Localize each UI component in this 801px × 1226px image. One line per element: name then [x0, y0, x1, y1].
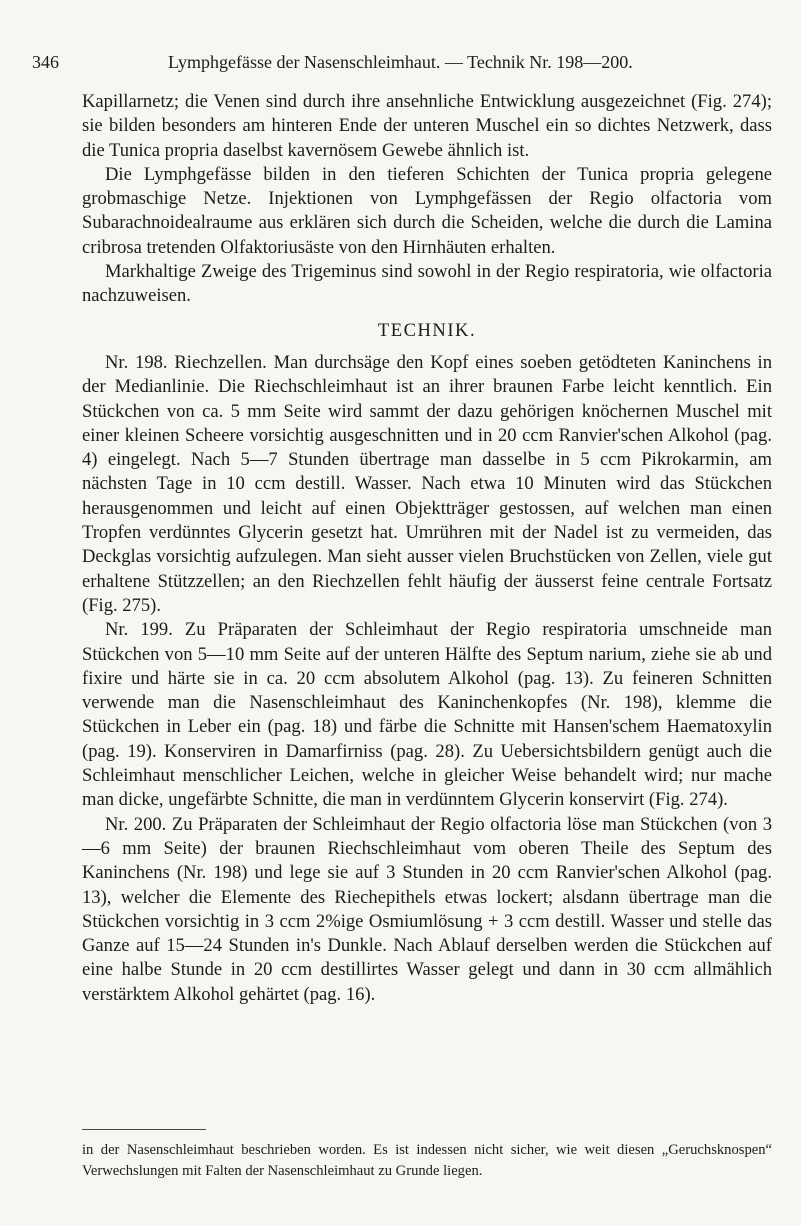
footnote-text: in der Nasenschleimhaut beschrieben worden. Es ist indessen nicht sicher, wie weit diesen „Geruchsknospen“ Verwechslungen mit Falten der Nasenschleimhaut zu Grunde liegen. — [82, 1142, 772, 1179]
running-title: Lymphgefässe der Nasenschleimhaut. — Technik Nr. 198—200. — [168, 52, 633, 72]
technik-nr-200: Nr. 200. Zu Präparaten der Schleimhaut der Regio olfactoria löse man Stückchen (von 3—6 mm Seite) der braunen Riechschleimhaut vom oberen Theile des Septum des Kaninchens (Nr. 198) und lege sie auf 3 Stunden in 20 ccm Ranvier'schen Alkohol (pag. 13), welcher die Elemente des Riechepithels etwas lockert; alsdann übertrage man die Stückchen vorsichtig in 3 ccm 2%ige Osmiumlösung + 3 ccm destill. Wasser und stelle das Ganze auf 15—24 Stunden in's Dunkle. Nach Ablauf derselben werden die Stückchen auf eine halbe Stunde in 20 ccm destillirtes Wasser gelegt und dann in 30 ccm allmählich verstärktem Alkohol gehärtet (pag. 16). — [82, 813, 772, 1005]
paragraph-lymph-vessels: Die Lymphgefässe bilden in den tieferen Schichten der Tunica propria gelegene grobmaschige Netze. Injektionen von Lymphgefässen der Regio olfactoria vom Subarachnoidealraume aus erklären sich durch die Scheiden, welche die durch die Lamina cribrosa tretenden Olfaktoriusäste von den Hirnhäuten erhalten. — [82, 163, 772, 258]
technik-nr-198: Nr. 198. Riechzellen. Man durchsäge den Kopf eines soeben getödteten Kaninchens in der Medianlinie. Die Riechschleimhaut ist an ihrer braunen Farbe leicht kenntlich. Ein Stückchen von ca. 5 mm Seite wird sammt der dazu gehörigen knöchernen Muschel mit einer kleinen Scheere vorsichtig ausgeschnitten und in 20 ccm Ranvier'schen Alkohol (pag. 4) eingelegt. Nach 5—7 Stunden übertrage man dasselbe in 5 ccm Pikrokarmin, am nächsten Tage in 10 ccm destill. Wasser. Nach etwa 10 Minuten wird das Stückchen herausgenommen und leicht auf einen Objektträger gestossen, auf welchen man einen Tropfen verdünntes Glycerin gesetzt hat. Umrühren mit der Nadel ist zu vermeiden, das Deckglas vorsichtig aufzulegen. Man sieht ausser vielen Bruchstücken von Zellen, viele gut erhaltene Stützzellen; an den Riechzellen fehlt häufig der äusserst feine centrale Fortsatz (Fig. 275). — [82, 351, 772, 616]
main-text — [82, 90, 772, 1007]
running-header — [32, 52, 772, 76]
footnote-rule — [82, 1129, 206, 1130]
paragraph-capillaries: Kapillarnetz; die Venen sind durch ihre ansehnliche Entwicklung ausgezeichnet (Fig. 274); sie bilden besonders am hinteren Ende der unteren Muschel ein so dichtes Netzwerk, dass die Tunica propria daselbst kavernösem Gewebe ähnlich ist. — [82, 91, 772, 161]
technik-nr-199: Nr. 199. Zu Präparaten der Schleimhaut der Regio respiratoria umschneide man Stückchen von 5—10 mm Seite auf der unteren Hälfte des Septum narium, ziehe sie ab und fixire und härte sie in ca. 20 ccm absolutem Alkohol (pag. 13). Zu feineren Schnitten verwende man die Nasenschleimhaut des Kaninchenkopfes (Nr. 198), klemme die Stückchen in Leber ein (pag. 18) und färbe die Schnitte mit Hansen'schem Haematoxylin (pag. 19). Konserviren in Damarfirniss (pag. 28). Zu Uebersichtsbildern genügt auch die Schleimhaut menschlicher Leichen, welche in gleicher Weise behandelt wird; nur mache man dicke, ungefärbte Schnitte, die man in verdünntem Glycerin konservirt (Fig. 274). — [82, 619, 772, 811]
page-number: 346 — [32, 52, 59, 72]
paragraph-nerves: Markhaltige Zweige des Trigeminus sind sowohl in der Regio respiratoria, wie olfactoria nachzuweisen. — [82, 261, 772, 307]
section-heading-technik: TECHNIK. — [377, 319, 477, 341]
footnote — [82, 1140, 772, 1182]
